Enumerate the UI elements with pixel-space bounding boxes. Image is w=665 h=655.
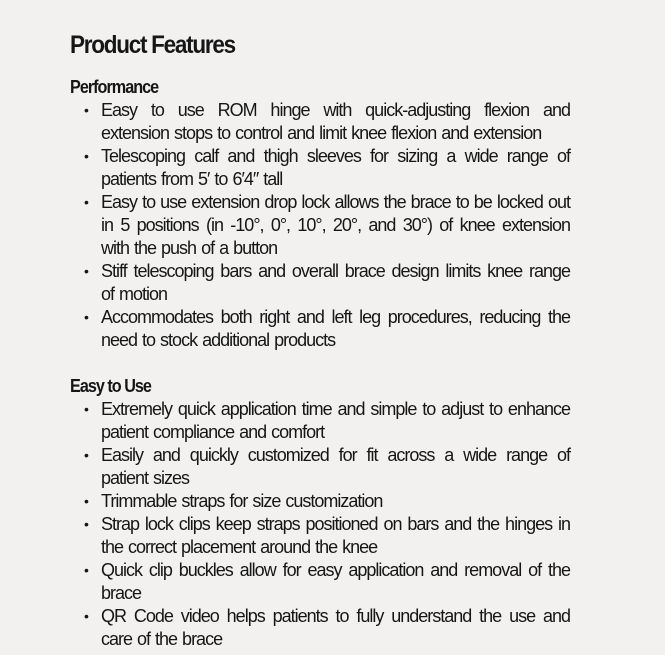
bullet-icon: • (84, 493, 89, 509)
page-title: Product Features (70, 31, 235, 59)
bullet-icon: • (84, 447, 89, 463)
list-item-text: Trimmable straps for size customization (101, 491, 383, 511)
section-heading-performance: Performance (70, 77, 159, 97)
section-performance (70, 76, 570, 352)
list-item-text: Accommodates both right and left leg procedures, reducing the need to stock additional products (101, 307, 570, 350)
product-features-document (70, 28, 570, 651)
list-item (70, 306, 570, 352)
list-item (70, 398, 570, 444)
list-item-text: QR Code video helps patients to fully understand the use and care of the brace (101, 606, 570, 649)
bullet-icon: • (84, 148, 89, 164)
list-item-text: Telescoping calf and thigh sleeves for sizing a wide range of patients from 5′ to 6′4″ tall (101, 146, 570, 189)
list-item-text: Easy to use ROM hinge with quick-adjusting flexion and extension stops to control and limit knee flexion and extension (101, 100, 570, 143)
section-easy-to-use (70, 375, 570, 651)
list-item (70, 260, 570, 306)
bullet-icon: • (84, 562, 89, 578)
list-item (70, 490, 570, 513)
list-item-text: Quick clip buckles allow for easy application and removal of the brace (101, 560, 570, 603)
performance-feature-list (70, 99, 570, 352)
section-heading-easy-to-use: Easy to Use (70, 376, 151, 396)
bullet-icon: • (84, 309, 89, 325)
list-item (70, 605, 570, 651)
list-item (70, 444, 570, 490)
list-item-text: Stiff telescoping bars and overall brace design limits knee range of motion (101, 261, 570, 304)
bullet-icon: • (84, 102, 89, 118)
list-item-text: Extremely quick application time and simple to adjust to enhance patient compliance and comfort (101, 399, 570, 442)
bullet-icon: • (84, 263, 89, 279)
list-item (70, 99, 570, 145)
bullet-icon: • (84, 194, 89, 210)
list-item (70, 559, 570, 605)
list-item-text: Strap lock clips keep straps positioned on bars and the hinges in the correct placement around the knee (101, 514, 570, 557)
list-item-text: Easily and quickly customized for fit across a wide range of patient sizes (101, 445, 570, 488)
easy-to-use-feature-list (70, 398, 570, 651)
bullet-icon: • (84, 516, 89, 532)
list-item-text: Easy to use extension drop lock allows the brace to be locked out in 5 positions (in -10°, 0°, 10°, 20°, and 30°) of knee extension with the push of a button (101, 192, 570, 258)
bullet-icon: • (84, 401, 89, 417)
list-item (70, 513, 570, 559)
list-item (70, 145, 570, 191)
list-item (70, 191, 570, 260)
bullet-icon: • (84, 608, 89, 624)
